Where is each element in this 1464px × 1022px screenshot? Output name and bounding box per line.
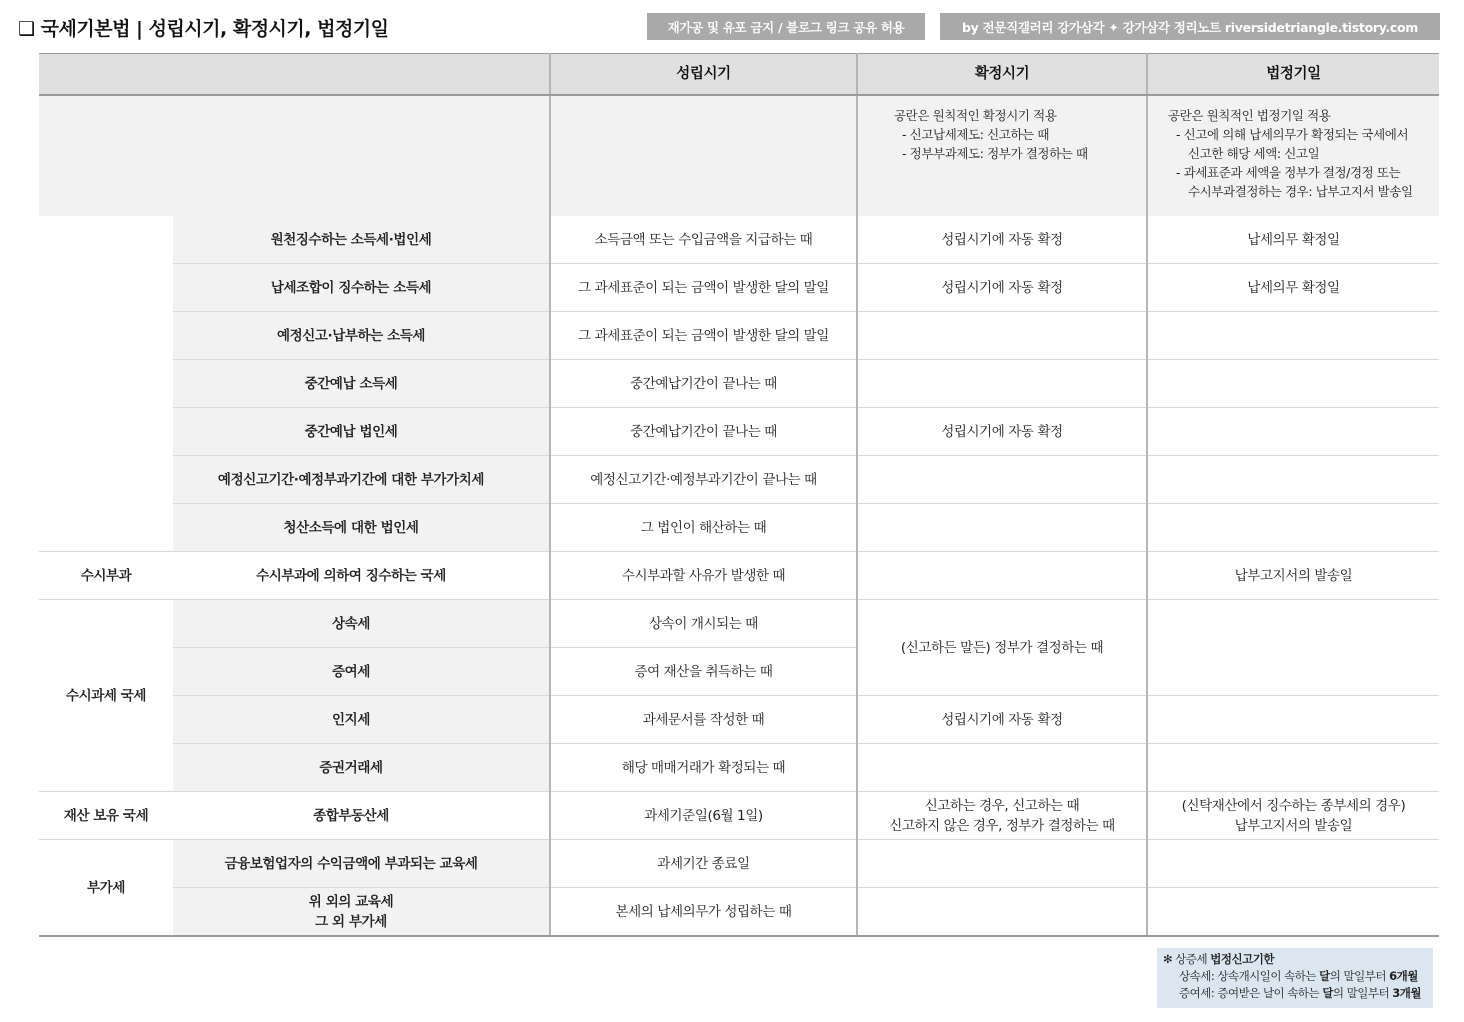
- establish-cell: 소득금액 또는 수입금액을 지급하는 때: [550, 216, 857, 264]
- table-row: [39, 408, 1439, 456]
- confirm-cell: [857, 456, 1147, 504]
- statutory-cell: 납부고지서의 발송일: [1147, 552, 1439, 600]
- confirm-cell: [857, 840, 1147, 888]
- confirm-cell: [857, 360, 1147, 408]
- statutory-rule-note: 공란은 원칙적인 법정기일 적용 - 신고에 의해 납세의무가 확정되는 국세에서 신고한 해당 세액: 신고일 - 과세표준과 세액을 정부가 결정/경정 또는 수시부과결정하는 경우: 납부고지서 발송일: [1147, 95, 1439, 216]
- statutory-cell: 납세의무 확정일: [1147, 216, 1439, 264]
- tax-timing-table: [39, 53, 1439, 937]
- table-row: [39, 696, 1439, 744]
- group-label: 부가세: [39, 840, 173, 937]
- confirm-cell: 성립시기에 자동 확정: [857, 408, 1147, 456]
- header-row: [39, 54, 1439, 96]
- confirm-cell: 성립시기에 자동 확정: [857, 696, 1147, 744]
- statutory-cell: [1147, 504, 1439, 552]
- statutory-cell: 납세의무 확정일: [1147, 264, 1439, 312]
- tax-name: 원천징수하는 소득세·법인세: [173, 216, 550, 264]
- establish-cell: 과세문서를 작성한 때: [550, 696, 857, 744]
- table-row: [39, 312, 1439, 360]
- asterisk-icon: ✻: [1163, 952, 1173, 966]
- statutory-cell: [1147, 840, 1439, 888]
- establish-cell: 중간예납기간이 끝나는 때: [550, 408, 857, 456]
- statutory-cell: [1147, 456, 1439, 504]
- establish-cell: 본세의 납세의무가 성립하는 때: [550, 888, 857, 937]
- table-row: [39, 456, 1439, 504]
- statutory-cell: [1147, 600, 1439, 696]
- tax-name: 예정신고·납부하는 소득세: [173, 312, 550, 360]
- header-empty: [39, 54, 550, 96]
- confirm-cell: [857, 744, 1147, 792]
- tax-name: 증여세: [173, 648, 550, 696]
- statutory-cell: [1147, 696, 1439, 744]
- statutory-cell: [1147, 360, 1439, 408]
- statutory-cell: [1147, 744, 1439, 792]
- confirm-cell: 신고하는 경우, 신고하는 때 신고하지 않은 경우, 정부가 결정하는 때: [857, 792, 1147, 840]
- confirm-rule-note: 공란은 원칙적인 확정시기 적용 - 신고납세제도: 신고하는 때 - 정부부과제도: 정부가 결정하는 때: [857, 95, 1147, 216]
- group-blank: [39, 216, 173, 552]
- establish-cell: 상속이 개시되는 때: [550, 600, 857, 648]
- establish-cell: 중간예납기간이 끝나는 때: [550, 360, 857, 408]
- tax-name: 예정신고기간·예정부과기간에 대한 부가가치세: [173, 456, 550, 504]
- confirm-cell: [857, 888, 1147, 937]
- establish-cell: 해당 매매거래가 확정되는 때: [550, 744, 857, 792]
- table-row: [39, 504, 1439, 552]
- table-row: [39, 888, 1439, 937]
- table-row: [39, 264, 1439, 312]
- tax-name: 종합부동산세: [173, 792, 550, 840]
- confirm-cell: 성립시기에 자동 확정: [857, 264, 1147, 312]
- author-badge: by 전문직갤러리 강가삼각 ✦ 강가삼각 정리노트 riversidetriangle.tistory.com: [940, 13, 1440, 40]
- tax-name: 중간예납 법인세: [173, 408, 550, 456]
- tax-name: 수시부과에 의하여 징수하는 국세: [173, 552, 550, 600]
- establish-cell: 증여 재산을 취득하는 때: [550, 648, 857, 696]
- filing-deadline-note: ✻ 상증세 법정신고기한 상속세: 상속개시일이 속하는 달의 말일부터 6개월 증여세: 증여받은 날이 속하는 달의 말일부터 3개월: [1157, 948, 1433, 1008]
- table-row: [39, 552, 1439, 600]
- tax-name: 증권거래세: [173, 744, 550, 792]
- tax-name: 중간예납 소득세: [173, 360, 550, 408]
- confirm-cell: (신고하든 말든) 정부가 결정하는 때: [857, 600, 1147, 696]
- establish-cell: 과세기간 종료일: [550, 840, 857, 888]
- group-label: 수시과세 국세: [39, 600, 173, 792]
- group-label: 재산 보유 국세: [39, 792, 173, 840]
- tax-name: 금융보험업자의 수익금액에 부과되는 교육세: [173, 840, 550, 888]
- tax-name: 인지세: [173, 696, 550, 744]
- table-row: [39, 360, 1439, 408]
- confirm-cell: 성립시기에 자동 확정: [857, 216, 1147, 264]
- group-label: 수시부과: [39, 552, 173, 600]
- establish-cell: 예정신고기간·예정부과기간이 끝나는 때: [550, 456, 857, 504]
- tax-name: 위 외의 교육세 그 외 부가세: [173, 888, 550, 937]
- statutory-cell: [1147, 888, 1439, 937]
- statutory-cell: (신탁재산에서 징수하는 종부세의 경우) 납부고지서의 발송일: [1147, 792, 1439, 840]
- page-title: ❑ 국세기본법 | 성립시기, 확정시기, 법정기일: [18, 18, 389, 40]
- header-confirm: 확정시기: [857, 54, 1147, 96]
- confirm-cell: [857, 312, 1147, 360]
- tax-name: 납세조합이 징수하는 소득세: [173, 264, 550, 312]
- table-row: [39, 600, 1439, 648]
- table-row: [39, 840, 1439, 888]
- tax-name: 상속세: [173, 600, 550, 648]
- statutory-cell: [1147, 408, 1439, 456]
- establish-cell: 그 과세표준이 되는 금액이 발생한 달의 말일: [550, 312, 857, 360]
- copyright-badge: 재가공 및 유포 금지 / 블로그 링크 공유 허용: [647, 13, 925, 40]
- statutory-cell: [1147, 312, 1439, 360]
- confirm-cell: [857, 552, 1147, 600]
- establish-cell: 그 법인이 해산하는 때: [550, 504, 857, 552]
- header-statutory: 법정기일: [1147, 54, 1439, 96]
- confirm-cell: [857, 504, 1147, 552]
- header-establish: 성립시기: [550, 54, 857, 96]
- table-row: [39, 744, 1439, 792]
- establish-cell: 과세기준일(6월 1일): [550, 792, 857, 840]
- table-row: [39, 216, 1439, 264]
- info-row: [39, 95, 1439, 216]
- establish-cell: 수시부과할 사유가 발생한 때: [550, 552, 857, 600]
- establish-cell: 그 과세표준이 되는 금액이 발생한 달의 말일: [550, 264, 857, 312]
- tax-name: 청산소득에 대한 법인세: [173, 504, 550, 552]
- table-row: [39, 792, 1439, 840]
